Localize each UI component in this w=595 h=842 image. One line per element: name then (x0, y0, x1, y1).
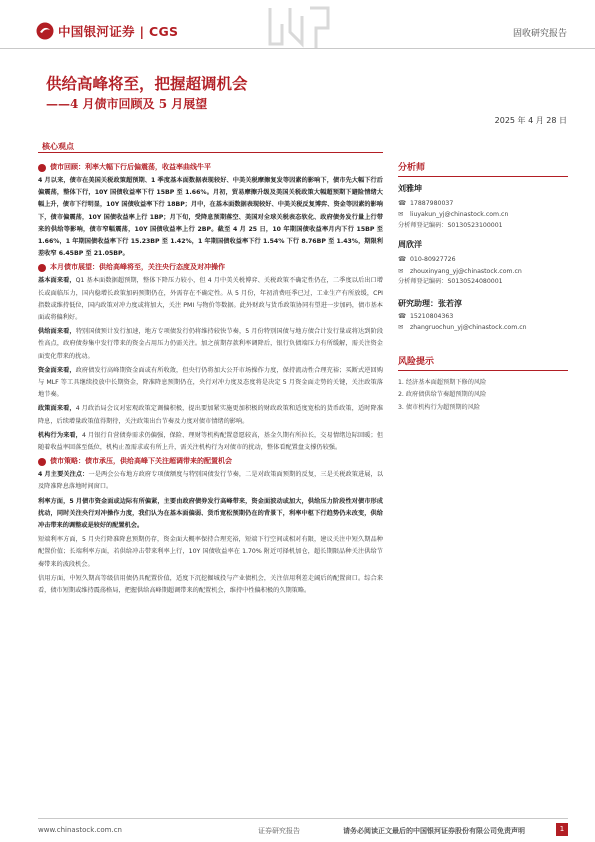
email-icon: ✉ (398, 323, 404, 332)
email-icon: ✉ (398, 210, 404, 219)
paragraph: 短端利率方面，5 月央行降准降息预期仍存，资金面大概率保持合理充裕，短端下行空间或相对有限，建议关注中短久期品种配置价值；长端利率方面，若供给冲击带来利率上行，10Y 国债收益率在 1.70% 附近可择机加仓，超长期限品种关注供给节奏带来的波段机会。 (38, 536, 383, 568)
paragraph-text: 一是两会公布地方政府专项债额度与特别国债发行节奏，二是对政策面预期的反复，三是关税政策进展，以及降准降息落地时间窗口。 (38, 471, 384, 491)
analyst-name: 刘雅坤 (398, 183, 422, 193)
paragraph-lead: 机构行为来看， (38, 431, 82, 439)
section-title: 债市回顾：利率大幅下行后偏震荡，收益率曲线牛平 (50, 163, 211, 171)
paragraph (38, 365, 383, 402)
cgs-logo-icon (36, 22, 54, 40)
paragraph: 利率方面，5 月债市资金面或边际有所偏紧，主要由政府债券发行高峰带来，资金面波动或加大，供给压力阶段性对债市形成扰动，同时关注央行对冲操作力度，我们认为在基本面偏弱、货币宽松预期仍在的背景下，利率中枢下行趋势仍未改变，供给冲击带来的调整或是较好的配置机会。 (38, 497, 383, 530)
phone-icon: ☎ (398, 255, 407, 264)
footer-report-label: 证券研究报告 (258, 827, 300, 835)
assistant-phone (398, 311, 568, 323)
phone-number: 15210804363 (410, 312, 454, 320)
phone-icon: ☎ (398, 311, 407, 320)
sidebar-divider (398, 176, 568, 177)
main-content (38, 160, 383, 599)
assistant-email[interactable] (398, 322, 568, 334)
section-heading (38, 263, 383, 272)
analyst-cert: 分析师登记编码：S0130523100001 (398, 221, 503, 229)
logo-text: 中国银河证券 | CGS (58, 24, 179, 39)
paragraph-text: 特别国债预计发行加速，地方专项债发行仍将维持较快节奏，5 月份特别国债与地方债合计发行量或将达到阶段性高点，政府债券集中发行带来的资金占用压力仍需关注。加之前期存款利率调降后，银行负债端压力有所缓解，需关注资金面变化带来的扰动。 (38, 328, 384, 360)
paragraph-lead: 4 月主要关注点： (38, 471, 89, 479)
report-type: 固收研究报告 (512, 29, 567, 39)
phone-number: 010-80927726 (410, 256, 456, 264)
section-heading (38, 457, 383, 466)
paragraph (38, 430, 383, 454)
analyst-card (398, 239, 568, 288)
email-address[interactable]: zhangruochun_yj@chinastock.com.cn (410, 324, 527, 332)
bullet-icon (38, 264, 46, 272)
footer-website-link[interactable]: www.chinastock.com.cn (38, 826, 122, 834)
sidebar (398, 160, 568, 414)
paragraph-text: 4 月政治局会议对宏观政策定调偏积极，提出要加紧实施更加积极的财政政策和适度宽松的货币政策，适时降准降息，后续增量政策值得期待，关注政策出台节奏及力度对债市情绪的影响。 (38, 405, 384, 425)
section-title: 债市策略：债市承压，供给高峰下关注超调带来的配置机会 (50, 457, 232, 466)
page-subtitle: ——4 月债市回顾及 5 月展望 (46, 97, 208, 111)
paragraph-lead: 政策面来看， (38, 405, 76, 413)
footer-divider (38, 818, 568, 819)
research-assistant-label: 研究助理：张若淳 (398, 298, 462, 308)
paragraph-text: 政府债发行高峰期资金面或有所收敛，但央行仍将加大公开市场操作力度，保持流动性合理充裕；买断式逆回购与 MLF 等工具继续投放中长期资金，降准降息预期仍在，央行对冲力度及态度将是决定 5 月资金面走势的关键，关注政策落地节奏。 (38, 366, 384, 399)
paragraph: 信用方面，中短久期高等级信用债仍具配置价值，适度下沉挖掘城投与产业债机会，关注信用利差走阔后的配置窗口。综合来看，债市短期或维持震荡格局，把握供给高峰期超调带来的配置机会，维持中性偏积极的久期策略。 (38, 574, 383, 595)
page-title: 供给高峰将至，把握超调机会 (46, 74, 248, 93)
core-views-label: 核心观点 (42, 142, 74, 151)
analyst-phone (398, 254, 568, 266)
risk-heading: 风险提示 (398, 356, 435, 367)
report-date: 2025 年 4 月 28 日 (494, 116, 567, 125)
email-icon: ✉ (398, 266, 404, 275)
sidebar-divider (398, 370, 568, 371)
decorative-logo-pattern (262, 4, 338, 64)
email-address[interactable]: zhouxinyang_yj@chinastock.com.cn (410, 267, 522, 275)
analyst-cert: 分析师登记编码：S0130524080001 (398, 278, 503, 286)
email-address[interactable]: liuyakun_yj@chinastock.com.cn (410, 211, 509, 219)
paragraph-text: 4 月银行自营债券需求仍偏强，保险、理财等机构配置意愿较高，基金久期有所拉长，交易情绪边际回暖；但随着收益率回落至低位，机构止盈需求或有所上升，需关注机构行为对债市的扰动，整体看配置盘支撑仍较强。 (38, 431, 384, 452)
page-number: 1 (556, 823, 568, 836)
paragraph: 4 月以来，债市在美国关税政策超预期、1 季度基本面数据表现较好、中美关税摩擦复发等因素的影响下，债市先大幅下行后偏震荡，整体下行，10Y 国债收益率下行 15BP 至 1.66%。月初，贸易摩擦升级及美国关税政策大幅超预期下避险情绪大幅上升，债市下行明显，10Y 国债收益率下行 18BP；月中，在基本面数据表现较好、中美关税反复博弈、资金等因素的影响下，债市偏震荡，10Y 国债收益率上行 1BP；月下旬，受降息预期落空、美国对全球关税表态软化、政府债务发行量上行带来的供给等影响，债市窄幅震荡，10Y 国债收益率上行 2BP。截至 4 月 25 日，10 年期国债收益率月内下行 15BP 至 1.66%，1 年期国债收益率下行 15.23BP 至 1.42%，1 年期国债收益率下行 1.54% 下行 8.76BP 至 1.43%，期限利差收窄 6.45BP 至 21.05BP。 (38, 177, 383, 258)
paragraph-text: Q1 基本面数据超预期，整体下降压力较小，但 4 月中美关税博弈、关税政策不确定性仍在，二季度以后出口增长或面临压力，国内稳增长政策加码预期仍在，外需存在不确定性。从 5 月份，年初消费旺季已过，工业生产有所放缓，CPI 指数或维持低位，国内政策对冲力度或将加大，关注 PMI 与物价等数据。此外财政与货币政策协同有望进一步加码，债市基本面或将偏利好。 (38, 277, 383, 322)
analyst-name: 周欣洋 (398, 240, 422, 250)
paragraph-lead: 供给面来看， (38, 328, 76, 336)
core-views-divider (38, 152, 383, 153)
paragraph-lead: 资金面来看， (38, 366, 76, 374)
phone-icon: ☎ (398, 198, 407, 207)
header-divider (0, 48, 595, 49)
analyst-phone (398, 198, 568, 210)
section-heading (38, 163, 383, 172)
bullet-icon (38, 458, 46, 466)
risk-item: 3. 债市机构行为超预期的风险 (398, 403, 481, 411)
phone-number: 17887980037 (410, 199, 454, 207)
paragraph (38, 403, 383, 427)
paragraph-lead: 基本面来看， (38, 277, 76, 285)
paragraph (38, 469, 383, 493)
section-title: 本月债市展望：供给高峰将至，关注央行态度及对冲操作 (50, 263, 225, 272)
bullet-icon (38, 164, 46, 172)
analyst-email[interactable] (398, 266, 568, 278)
risk-item: 2. 政府债供给节奏超预期的风险 (398, 391, 487, 399)
paragraph (38, 326, 383, 363)
analyst-card (398, 183, 568, 232)
analyst-email[interactable] (398, 209, 568, 221)
paragraph (38, 275, 383, 324)
footer-disclaimer: 请务必阅读正文最后的中国银河证券股份有限公司免责声明 (343, 827, 525, 835)
risk-item: 1. 经济基本面超预期下修的风险 (398, 378, 487, 386)
analyst-heading: 分析师 (398, 163, 426, 173)
